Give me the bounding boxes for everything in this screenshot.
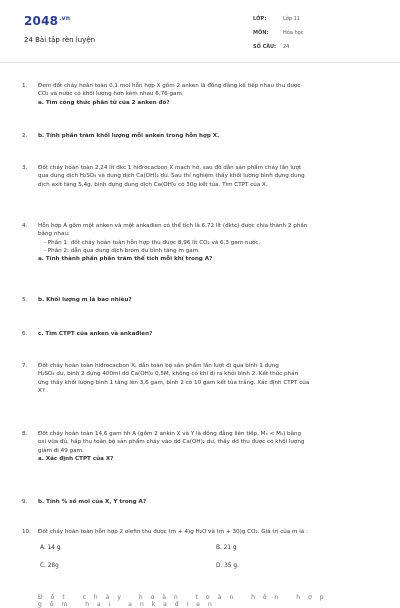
question-8: 8. Đốt cháy hoàn toàn 14,6 gam hh A (gồm 2 ankin X và Y là đồng đẳng liên tiếp, Mₓ < Mᵧ) bằng oxi vừa đủ, hấp thụ toàn bộ sản phẩm cháy vào dd Ca(OH)₂ dư, thấy dd thu được có khối lượng giảm đi 49 gam. a. Xác định CTPT của X? <box>22 431 305 462</box>
option-c[interactable]: C. 28g <box>40 563 59 570</box>
question-7: 7. Đốt cháy hoàn toàn hiđrocacbon X, dẫn toàn bộ sản phẩm lần lượt đi qua bình 1 đựng H₂SO₄ dư, bình 2 đựng 400ml dd Ca(OH)₂ 0,5M, không có khí đi ra khỏi bình 2. Kết thúc phản ứng thấy khối lượng bình 1 tăng lên 3,6 gam, bình 2 có 10 gam kết tủa trắng. Xác định CTPT của X? <box>22 363 310 394</box>
question-3: 3. Đốt cháy hoàn toàn 2,24 lít đkc 1 hiđrocacbon X mạch hở, sau đó dẫn sản phẩm cháy lần lượt qua dung dịch H₂SO₄ và dung dịch Ca(OH)₂ dư. Sau thí nghiệm thấy khối lượng bình đựng dung dịch axit tăng 5,4g, bình đựng dung dịch Ca(OH)₂ có 30g kết tủa. Tìm CTPT của X. <box>22 165 305 188</box>
next-question-fragment: Đốt cháy hoàn toàn hỗn hợp gồm hai ankađien <box>38 594 332 608</box>
question-5: 5. b. Khối lượng m là bao nhiêu? <box>22 297 132 303</box>
question-2: 2. b. Tính phần trăm khối lượng mỗi anken trong hỗn hợp X. <box>22 133 220 139</box>
question-1: 1. Đem đốt cháy hoàn toàn 0,1 mol hỗn hợp X gồm 2 anken là đồng đẳng kế tiếp nhau thu được CO₂ và nước có khối lượng hơn kém nhau 6,76 gam. a. Tìm công thức phân tử của 2 anken đó? <box>22 83 301 106</box>
site-logo[interactable]: $2048^{.vn}$ <box>24 14 71 28</box>
question-10: 10. Đốt cháy hoàn toàn hỗn hợp 2 olefin thu được (m + 4)g H₂O và (m + 30)g CO₂. Giá trị của m là : A. 14 g B. 21 g C. 28g D. 35 g. <box>22 528 392 568</box>
header <box>0 0 400 63</box>
meta-mon: MÔN: Hóa học <box>253 30 304 36</box>
option-a[interactable]: A. 14 g <box>40 545 61 552</box>
question-4: 4. Hỗn hợp A gồm một anken và một ankađien có thể tích là 6,72 lít (đktc) được chia thành 2 phần bằng nhau: - Phần 1: đốt cháy hoàn toàn hỗn hợp thu được 8,96 lít CO₂ và 6,3 gam nước. - Phần 2: dẫn qua dung dịch brom dư bình tăng m gam. a. Tính thành phần phần trăm thể tích mỗi khí trong A? <box>22 223 308 263</box>
answer-options <box>38 540 392 568</box>
question-9: 9. b. Tính % số mol của X, Y trong A? <box>22 499 147 505</box>
option-d[interactable]: D. 35 g. <box>216 563 239 570</box>
page-title: 24 Bài tập rèn luyện <box>24 36 96 44</box>
meta-socau: SỐ CÂU: 24 <box>253 44 290 50</box>
question-6: 6. c. Tìm CTPT của anken và ankađien? <box>22 331 153 337</box>
meta-lop: LỚP: Lớp 11 <box>253 16 300 22</box>
option-b[interactable]: B. 21 g <box>216 545 237 552</box>
